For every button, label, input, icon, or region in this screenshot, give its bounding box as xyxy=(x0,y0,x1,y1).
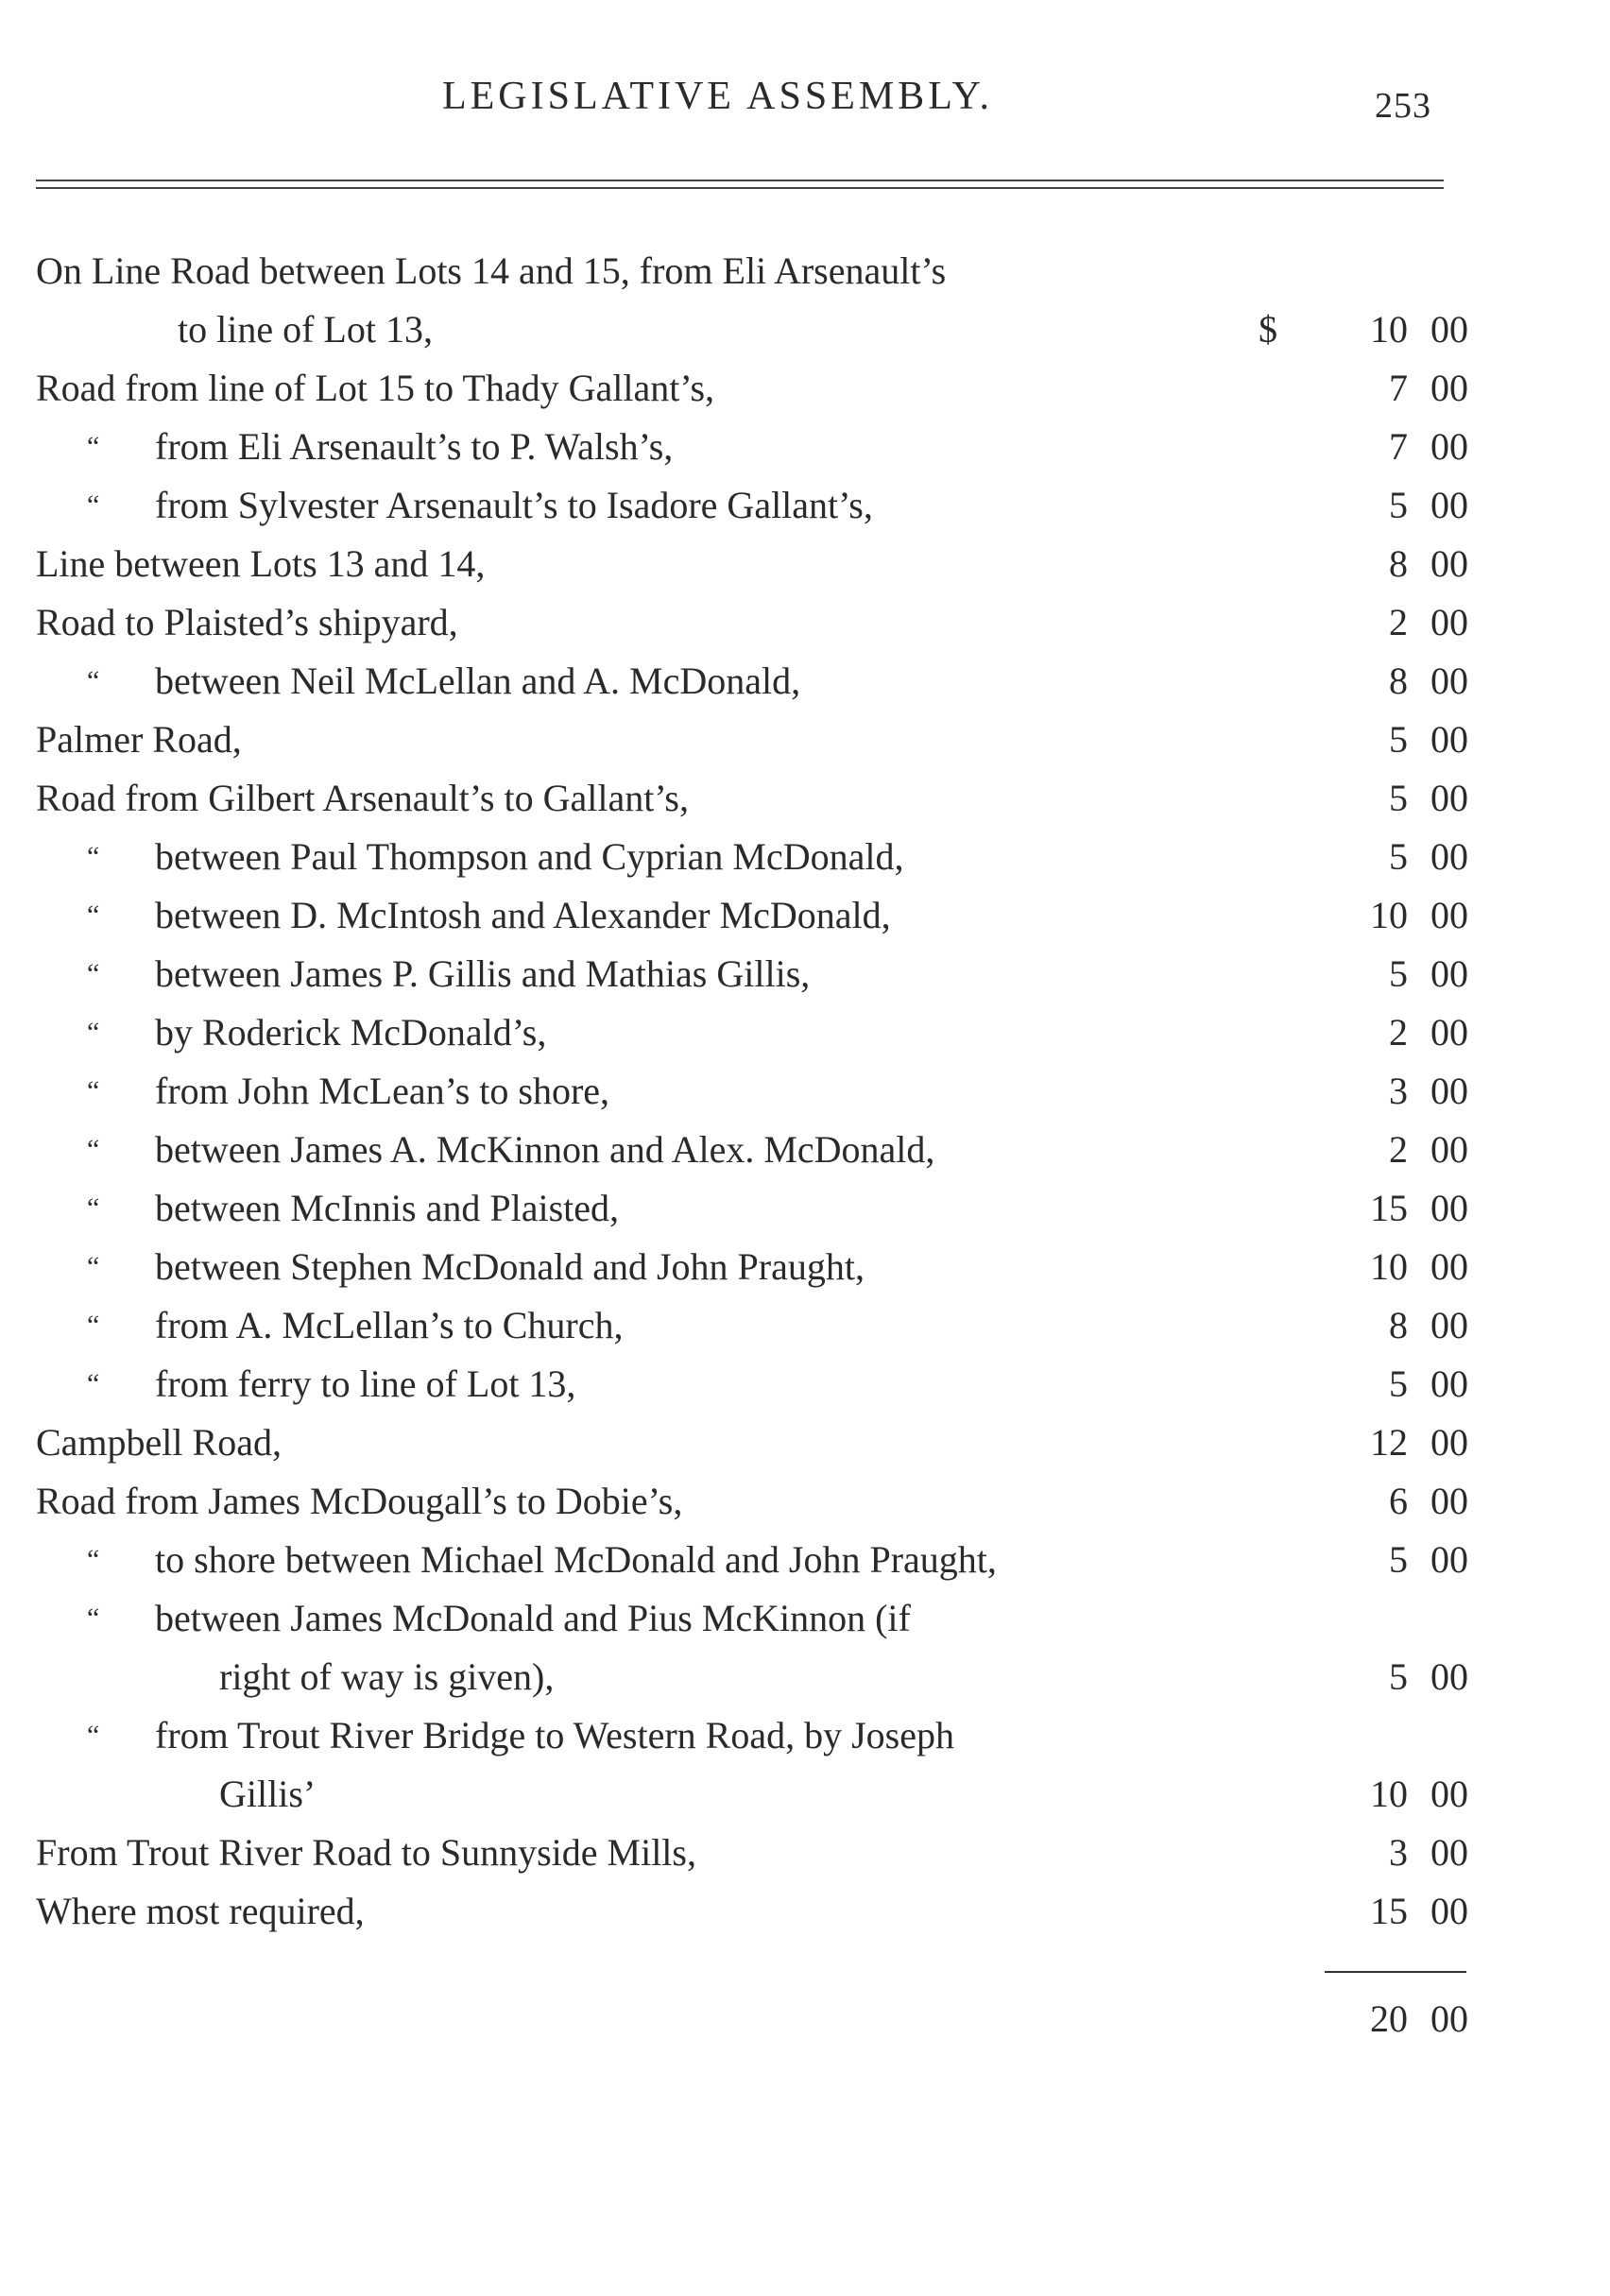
total-rule xyxy=(1325,1971,1466,1973)
entry-description xyxy=(87,1589,911,1706)
entry-text: between McInnis and Plaisted, xyxy=(155,1187,619,1229)
entry-amount: 5 00 xyxy=(1389,718,1468,761)
ledger-row xyxy=(0,1531,1610,1589)
ledger-row xyxy=(0,242,1610,359)
entry-text: between D. McIntosh and Alexander McDonald, xyxy=(155,894,891,936)
entry-description xyxy=(87,1062,609,1121)
entry-description: Road to Plaisted’s shipyard, xyxy=(36,601,458,643)
entry-amount: 10 00 xyxy=(1370,1773,1468,1815)
entry-line-1: between James McDonald and Pius McKinnon (if xyxy=(155,1597,911,1639)
entry-amount: 10 00 xyxy=(1370,308,1468,351)
ditto-mark: “ xyxy=(87,1192,100,1224)
entry-text: between Stephen McDonald and John Praught, xyxy=(155,1245,865,1288)
entry-line-2: to line of Lot 13, xyxy=(178,308,433,351)
ditto-mark: “ xyxy=(87,1368,100,1399)
entry-amount: 8 00 xyxy=(1389,660,1468,702)
ditto-mark: “ xyxy=(87,665,100,696)
entry-description xyxy=(87,1121,934,1179)
entry-description xyxy=(87,1003,546,1062)
entry-text: between Neil McLellan and A. McDonald, xyxy=(155,660,801,702)
entry-amount: 5 00 xyxy=(1389,1655,1468,1698)
entry-description xyxy=(87,1296,623,1355)
entry-amount: 5 00 xyxy=(1389,484,1468,526)
entry-text: between James A. McKinnon and Alex. McDonald, xyxy=(155,1128,935,1171)
entry-description: Line between Lots 13 and 14, xyxy=(36,542,486,585)
entry-description: Road from James McDougall’s to Dobie’s, xyxy=(36,1480,683,1522)
entry-description: From Trout River Road to Sunnyside Mills, xyxy=(36,1831,696,1874)
entry-amount: 15 00 xyxy=(1370,1890,1468,1932)
ditto-mark: “ xyxy=(87,1134,100,1165)
entry-description: Road from line of Lot 15 to Thady Gallant’s, xyxy=(36,367,715,409)
entry-description: Campbell Road, xyxy=(36,1421,282,1464)
entry-description xyxy=(36,242,946,359)
entry-description: Road from Gilbert Arsenault’s to Gallant’s, xyxy=(36,777,689,819)
appropriation-ledger xyxy=(0,242,1610,1941)
entry-amount: 5 00 xyxy=(1389,777,1468,819)
entry-description xyxy=(87,1531,997,1589)
ditto-mark: “ xyxy=(87,1720,100,1751)
ledger-row xyxy=(0,1706,1610,1824)
entry-amount: 5 00 xyxy=(1389,1538,1468,1581)
ledger-row xyxy=(0,769,1610,828)
ditto-mark: “ xyxy=(87,1544,100,1575)
ledger-row xyxy=(0,418,1610,476)
entry-text: to shore between Michael McDonald and John Praught, xyxy=(155,1538,997,1581)
page-number: 253 xyxy=(1375,86,1431,126)
ledger-row xyxy=(0,476,1610,535)
ditto-mark: “ xyxy=(87,431,100,462)
entry-amount: 2 00 xyxy=(1389,601,1468,643)
entry-amount: 8 00 xyxy=(1389,542,1468,585)
entry-text: from John McLean’s to shore, xyxy=(155,1070,610,1112)
entry-text: from Eli Arsenault’s to P. Walsh’s, xyxy=(155,425,674,468)
entry-description: Where most required, xyxy=(36,1890,365,1932)
entry-text: between James P. Gillis and Mathias Gillis, xyxy=(155,952,811,995)
entry-description xyxy=(87,886,891,945)
entry-text: between Paul Thompson and Cyprian McDonald, xyxy=(155,835,904,878)
entry-amount: 2 00 xyxy=(1389,1011,1468,1054)
ledger-row xyxy=(0,1062,1610,1121)
entry-amount: 2 00 xyxy=(1389,1128,1468,1171)
ledger-row xyxy=(0,359,1610,418)
entry-description xyxy=(87,945,810,1003)
ledger-row xyxy=(0,1121,1610,1179)
ledger-row xyxy=(0,1296,1610,1355)
entry-amount: 5 00 xyxy=(1389,1362,1468,1405)
entry-text: from Sylvester Arsenault’s to Isadore Gallant’s, xyxy=(155,484,873,526)
ditto-mark: “ xyxy=(87,900,100,931)
entry-description xyxy=(87,476,873,535)
ditto-mark: “ xyxy=(87,489,100,521)
ledger-row xyxy=(0,593,1610,652)
ditto-mark: “ xyxy=(87,1075,100,1106)
entry-description xyxy=(87,1238,865,1296)
entry-amount: 12 00 xyxy=(1370,1421,1468,1464)
entry-description: Palmer Road, xyxy=(36,718,242,761)
ditto-mark: “ xyxy=(87,1251,100,1282)
page-header xyxy=(0,74,1610,130)
entry-amount: 5 00 xyxy=(1389,952,1468,995)
ledger-row xyxy=(0,1589,1610,1706)
entry-line-2: right of way is given), xyxy=(219,1655,555,1698)
entry-amount: 3 00 xyxy=(1389,1831,1468,1874)
ledger-row xyxy=(0,1238,1610,1296)
ledger-row xyxy=(0,1003,1610,1062)
ledger-row xyxy=(0,1355,1610,1414)
entry-line-1: from Trout River Bridge to Western Road, by Joseph xyxy=(155,1714,954,1756)
ledger-row xyxy=(0,945,1610,1003)
entry-description xyxy=(87,1179,619,1238)
entry-description xyxy=(87,828,903,886)
header-rule-top xyxy=(36,180,1444,181)
entry-amount: 3 00 xyxy=(1389,1070,1468,1112)
ditto-mark: “ xyxy=(87,958,100,989)
ledger-row xyxy=(0,535,1610,593)
ditto-mark: “ xyxy=(87,1310,100,1341)
entry-description xyxy=(87,418,673,476)
ledger-row xyxy=(0,1179,1610,1238)
entry-amount: 5 00 xyxy=(1389,835,1468,878)
entry-amount: 8 00 xyxy=(1389,1304,1468,1346)
ditto-mark: “ xyxy=(87,841,100,872)
ledger-row xyxy=(0,1882,1610,1941)
entry-description xyxy=(87,1706,954,1824)
ledger-row xyxy=(0,711,1610,769)
entry-description xyxy=(87,652,800,711)
ledger-row xyxy=(0,1414,1610,1472)
ditto-mark: “ xyxy=(87,1017,100,1048)
entry-line-2: Gillis’ xyxy=(219,1773,317,1815)
entry-amount: 10 00 xyxy=(1370,1245,1468,1288)
total-amount: 20 00 xyxy=(1370,1997,1468,2040)
entry-text: from A. McLellan’s to Church, xyxy=(155,1304,624,1346)
entry-line-1: On Line Road between Lots 14 and 15, from Eli Arsenault’s xyxy=(36,249,947,292)
header-rule-bottom xyxy=(36,187,1444,189)
ditto-mark: “ xyxy=(87,1602,100,1634)
entry-amount: 7 00 xyxy=(1389,425,1468,468)
entry-amount: 6 00 xyxy=(1389,1480,1468,1522)
currency-symbol: $ xyxy=(1259,308,1277,351)
ledger-row xyxy=(0,886,1610,945)
entry-text: by Roderick McDonald’s, xyxy=(155,1011,547,1054)
entry-amount: 10 00 xyxy=(1370,894,1468,936)
ledger-row xyxy=(0,652,1610,711)
entry-amount: 7 00 xyxy=(1389,367,1468,409)
entry-description xyxy=(87,1355,575,1414)
entry-text: from ferry to line of Lot 13, xyxy=(155,1362,576,1405)
ledger-row xyxy=(0,1472,1610,1531)
entry-amount: 15 00 xyxy=(1370,1187,1468,1229)
ledger-row xyxy=(0,1824,1610,1882)
page-title: LEGISLATIVE ASSEMBLY. xyxy=(442,75,994,118)
ledger-row xyxy=(0,828,1610,886)
